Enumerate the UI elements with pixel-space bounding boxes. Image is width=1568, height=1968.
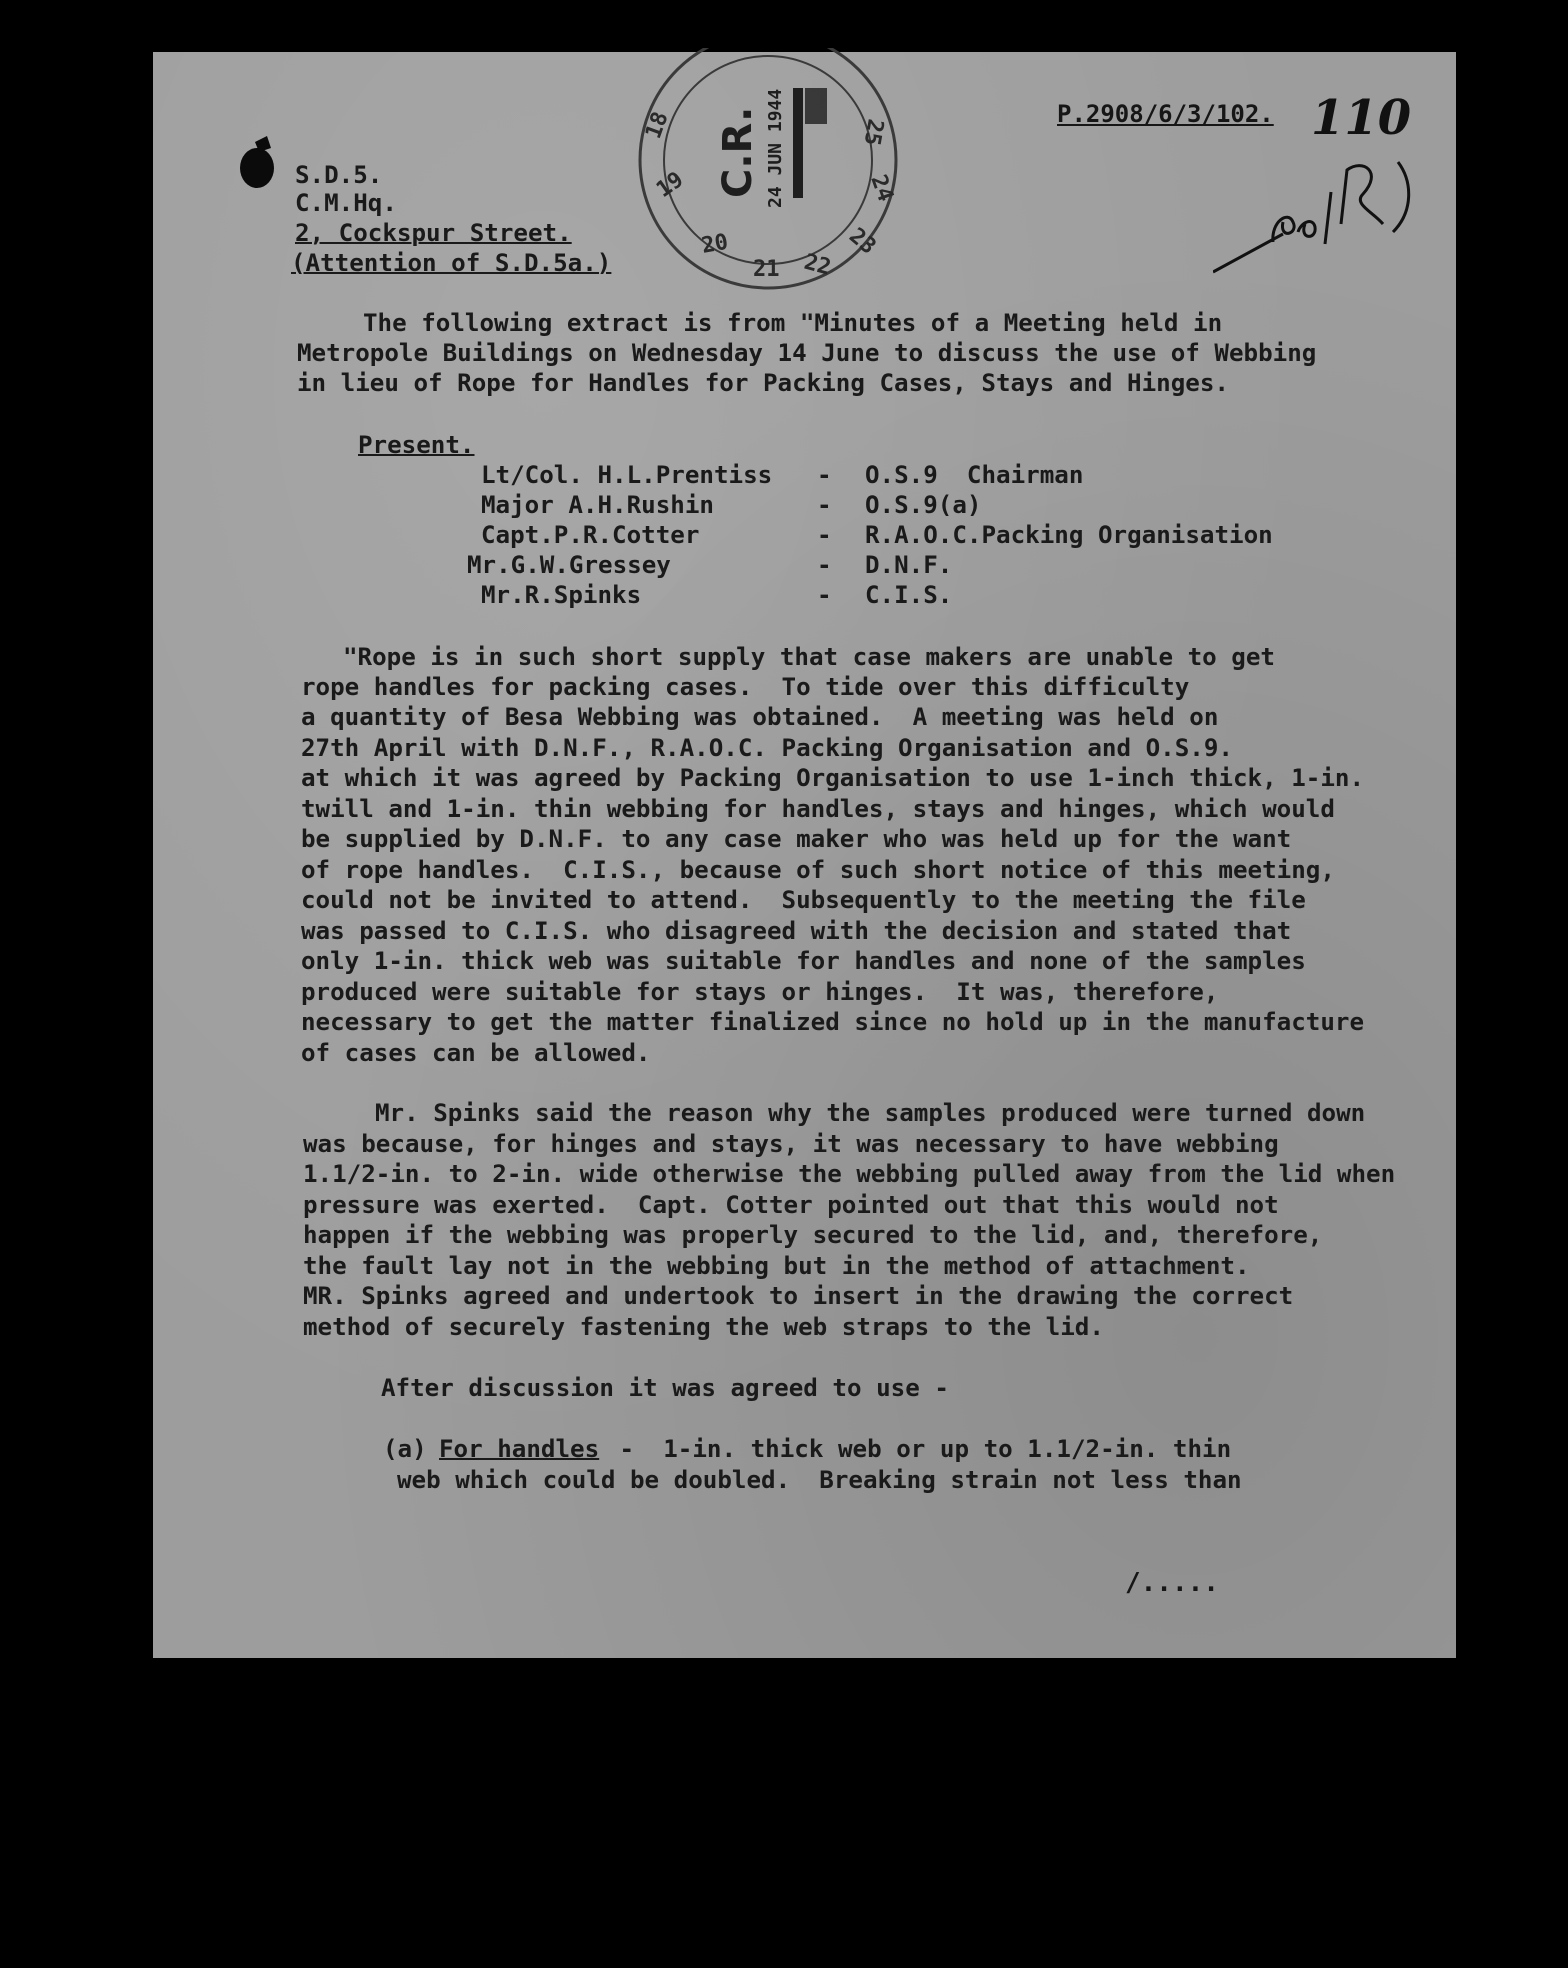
attendee-name: Mr.G.W.Gressey <box>467 551 671 579</box>
svg-text:25: 25 <box>858 116 888 148</box>
para1-line: of cases can be allowed. <box>301 1039 651 1067</box>
punch-hole-mark <box>237 134 277 192</box>
svg-text:21: 21 <box>753 257 780 282</box>
para1-line: twill and 1-in. thin webbing for handles, stays and hinges, which would <box>301 795 1335 823</box>
para3-line: After discussion it was agreed to use - <box>381 1374 949 1402</box>
attendee-role: O.S.9 Chairman <box>865 461 1084 489</box>
svg-text:19: 19 <box>652 167 689 203</box>
attendee-role: C.I.S. <box>865 581 953 609</box>
para2-line: pressure was exerted. Capt. Cotter pointed out that this would not <box>303 1191 1279 1219</box>
svg-text:20: 20 <box>699 229 731 259</box>
para1-line: necessary to get the matter finalized since no hold up in the manufacture <box>301 1008 1365 1036</box>
para1-line: a quantity of Besa Webbing was obtained. A meeting was held on <box>301 703 1219 731</box>
continuation-mark: /..... <box>1125 1568 1219 1598</box>
received-stamp <box>633 48 903 318</box>
attendee-dash: - <box>817 491 832 519</box>
address-line-3: 2, Cockspur Street. <box>295 219 572 247</box>
handwritten-annotation <box>1213 152 1443 282</box>
para1-line: of rope handles. C.I.S., because of such short notice of this meeting, <box>301 856 1335 884</box>
intro-line-1: The following extract is from "Minutes of a Meeting held in <box>363 309 1223 337</box>
para1-line: could not be invited to attend. Subsequently to the meeting the file <box>301 886 1306 914</box>
svg-text:23: 23 <box>844 223 881 260</box>
attendee-dash: - <box>817 461 832 489</box>
attendee-name: Major A.H.Rushin <box>481 491 714 519</box>
para2-line: happen if the webbing was properly secured to the lid, and, therefore, <box>303 1221 1323 1249</box>
item-a-line-2: web which could be doubled. Breaking strain not less than <box>397 1466 1242 1494</box>
para2-line: MR. Spinks agreed and undertook to insert in the drawing the correct <box>303 1282 1294 1310</box>
para1-line: be supplied by D.N.F. to any case maker who was held up for the want <box>301 825 1292 853</box>
svg-text:18: 18 <box>641 108 674 143</box>
item-a-line-1: - 1-in. thick web or up to 1.1/2-in. thin <box>605 1435 1232 1463</box>
attendee-name: Capt.P.R.Cotter <box>481 521 700 549</box>
para2-line: method of securely fastening the web straps to the lid. <box>303 1313 1104 1341</box>
attendee-role: O.S.9(a) <box>865 491 982 519</box>
folio-number: 110 <box>1311 90 1412 146</box>
stamp-label: C.R. <box>715 106 761 198</box>
item-a-heading: For handles <box>439 1435 600 1463</box>
para1-line: "Rope is in such short supply that case makers are unable to get <box>343 643 1275 671</box>
attendee-role: R.A.O.C.Packing Organisation <box>865 521 1273 549</box>
para1-line: at which it was agreed by Packing Organisation to use 1-inch thick, 1-in. <box>301 764 1365 792</box>
file-reference: P.2908/6/3/102. <box>1057 100 1274 128</box>
attendee-name: Lt/Col. H.L.Prentiss <box>481 461 773 489</box>
attendee-dash: - <box>817 551 832 579</box>
attendee-dash: - <box>817 521 832 549</box>
address-attention: (Attention of S.D.5a.) <box>291 249 612 277</box>
address-line-1: S.D.5. <box>295 161 383 189</box>
para1-line: 27th April with D.N.F., R.A.O.C. Packing Organisation and O.S.9. <box>301 734 1233 762</box>
intro-line-3: in lieu of Rope for Handles for Packing Cases, Stays and Hinges. <box>297 369 1229 397</box>
item-a-label: (a) <box>383 1435 427 1463</box>
intro-line-2: Metropole Buildings on Wednesday 14 June to discuss the use of Webbing <box>297 339 1317 367</box>
present-heading: Present. <box>358 431 475 459</box>
attendee-name: Mr.R.Spinks <box>481 581 642 609</box>
para1-line: produced were suitable for stays or hinges. It was, therefore, <box>301 978 1219 1006</box>
attendee-dash: - <box>817 581 832 609</box>
para2-line: Mr. Spinks said the reason why the samples produced were turned down <box>375 1099 1366 1127</box>
para2-line: was because, for hinges and stays, it was necessary to have webbing <box>303 1130 1279 1158</box>
stamp-date: 24 JUN 1944 <box>765 88 786 208</box>
document-page <box>153 52 1456 1658</box>
para1-line: was passed to C.I.S. who disagreed with the decision and stated that <box>301 917 1292 945</box>
attendee-role: D.N.F. <box>865 551 953 579</box>
para1-line: only 1-in. thick web was suitable for handles and none of the samples <box>301 947 1306 975</box>
para2-line: the fault lay not in the webbing but in the method of attachment. <box>303 1252 1250 1280</box>
address-line-2: C.M.Hq. <box>295 189 397 217</box>
para1-line: rope handles for packing cases. To tide over this difficulty <box>301 673 1190 701</box>
svg-text:24: 24 <box>865 171 898 205</box>
para2-line: 1.1/2-in. to 2-in. wide otherwise the webbing pulled away from the lid when <box>303 1160 1396 1188</box>
svg-text:22: 22 <box>801 249 834 281</box>
